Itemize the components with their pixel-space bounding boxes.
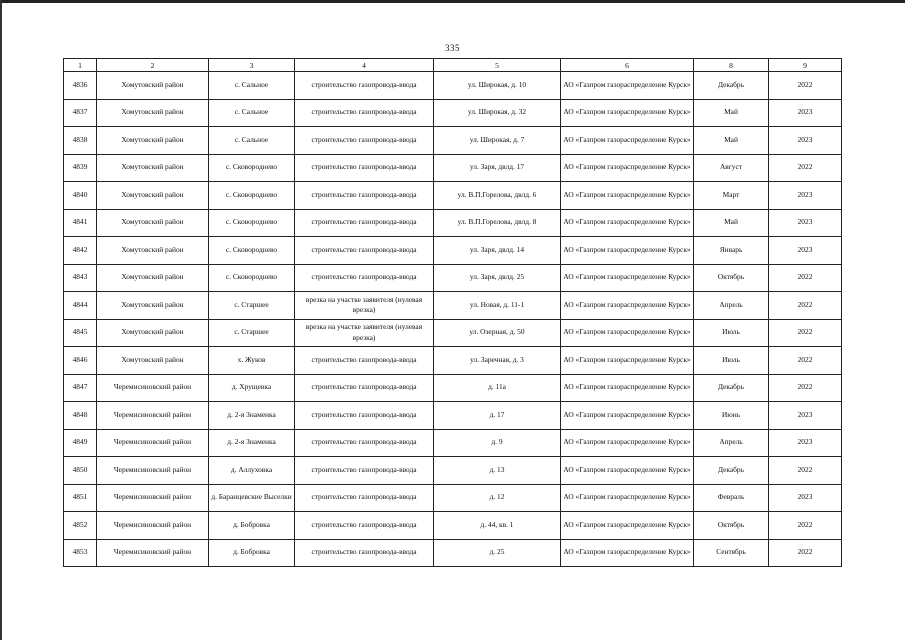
address-cell: д. 17 — [434, 402, 561, 430]
header-col-6: 6 — [561, 59, 694, 72]
organization-cell: АО «Газпром газораспределение Курск» — [561, 99, 694, 127]
row-number-cell: 4846 — [64, 347, 97, 375]
district-cell: Хомутовский район — [97, 209, 209, 237]
row-number-cell: 4843 — [64, 264, 97, 292]
table-row — [64, 237, 842, 265]
address-cell: ул. Широкая, д. 10 — [434, 72, 561, 100]
work-type-cell: врезка на участке заявителя (нулевая врезка) — [295, 292, 434, 320]
organization-cell: АО «Газпром газораспределение Курск» — [561, 484, 694, 512]
district-cell: Черемисиновский район — [97, 429, 209, 457]
organization-cell: АО «Газпром газораспределение Курск» — [561, 292, 694, 320]
table-body — [64, 72, 842, 567]
scan-top-border — [0, 0, 905, 3]
year-cell: 2023 — [769, 237, 842, 265]
work-type-cell: строительство газопровода-ввода — [295, 237, 434, 265]
year-cell: 2022 — [769, 457, 842, 485]
month-cell: Июнь — [694, 402, 769, 430]
district-cell: Черемисиновский район — [97, 374, 209, 402]
month-cell: Сентябрь — [694, 539, 769, 567]
work-type-cell: строительство газопровода-ввода — [295, 402, 434, 430]
row-number-cell: 4851 — [64, 484, 97, 512]
work-type-cell: строительство газопровода-ввода — [295, 127, 434, 155]
table-row — [64, 374, 842, 402]
year-cell: 2022 — [769, 539, 842, 567]
district-cell: Хомутовский район — [97, 264, 209, 292]
scan-left-border — [0, 0, 2, 640]
month-cell: Июль — [694, 347, 769, 375]
settlement-cell: с. Сковороднево — [209, 264, 295, 292]
row-number-cell: 4836 — [64, 72, 97, 100]
row-number-cell: 4853 — [64, 539, 97, 567]
year-cell: 2022 — [769, 264, 842, 292]
address-cell: д. 9 — [434, 429, 561, 457]
district-cell: Хомутовский район — [97, 182, 209, 210]
work-type-cell: строительство газопровода-ввода — [295, 429, 434, 457]
table-row — [64, 264, 842, 292]
work-type-cell: строительство газопровода-ввода — [295, 264, 434, 292]
header-col-9: 9 — [769, 59, 842, 72]
year-cell: 2022 — [769, 347, 842, 375]
header-col-5: 5 — [434, 59, 561, 72]
header-col-2: 2 — [97, 59, 209, 72]
work-type-cell: строительство газопровода-ввода — [295, 99, 434, 127]
month-cell: Октябрь — [694, 512, 769, 540]
address-cell: д. 13 — [434, 457, 561, 485]
month-cell: Февраль — [694, 484, 769, 512]
table-row — [64, 72, 842, 100]
settlement-cell: с. Сковороднево — [209, 182, 295, 210]
table-row — [64, 319, 842, 347]
organization-cell: АО «Газпром газораспределение Курск» — [561, 182, 694, 210]
table-row — [64, 182, 842, 210]
table-row — [64, 539, 842, 567]
district-cell: Хомутовский район — [97, 237, 209, 265]
month-cell: Июль — [694, 319, 769, 347]
work-type-cell: строительство газопровода-ввода — [295, 154, 434, 182]
settlement-cell: с. Сальное — [209, 72, 295, 100]
year-cell: 2023 — [769, 402, 842, 430]
month-cell: Декабрь — [694, 374, 769, 402]
year-cell: 2022 — [769, 72, 842, 100]
settlement-cell: д. 2-я Знаменка — [209, 402, 295, 430]
year-cell: 2022 — [769, 512, 842, 540]
row-number-cell: 4847 — [64, 374, 97, 402]
settlement-cell: д. Аллуховка — [209, 457, 295, 485]
table-row — [64, 457, 842, 485]
settlement-cell: д. Хрущевка — [209, 374, 295, 402]
work-type-cell: строительство газопровода-ввода — [295, 539, 434, 567]
address-cell: ул. Заря, двлд. 14 — [434, 237, 561, 265]
organization-cell: АО «Газпром газораспределение Курск» — [561, 429, 694, 457]
settlement-cell: с. Сальное — [209, 99, 295, 127]
address-cell: д. 12 — [434, 484, 561, 512]
address-cell: ул. Заря, двлд. 17 — [434, 154, 561, 182]
row-number-cell: 4845 — [64, 319, 97, 347]
district-cell: Черемисиновский район — [97, 457, 209, 485]
header-col-1: 1 — [64, 59, 97, 72]
address-cell: ул. Заречная, д. 3 — [434, 347, 561, 375]
row-number-cell: 4844 — [64, 292, 97, 320]
gasification-table — [63, 58, 842, 567]
table-row — [64, 99, 842, 127]
row-number-cell: 4841 — [64, 209, 97, 237]
district-cell: Хомутовский район — [97, 72, 209, 100]
work-type-cell: врезка на участке заявителя (нулевая врезка) — [295, 319, 434, 347]
organization-cell: АО «Газпром газораспределение Курск» — [561, 457, 694, 485]
table-header — [64, 59, 842, 72]
work-type-cell: строительство газопровода-ввода — [295, 182, 434, 210]
year-cell: 2023 — [769, 127, 842, 155]
page-number: 335 — [445, 43, 460, 53]
header-row — [64, 59, 842, 72]
work-type-cell: строительство газопровода-ввода — [295, 72, 434, 100]
month-cell: Май — [694, 127, 769, 155]
address-cell: д. 25 — [434, 539, 561, 567]
address-cell: ул. Новая, д. 11-1 — [434, 292, 561, 320]
row-number-cell: 4837 — [64, 99, 97, 127]
year-cell: 2023 — [769, 209, 842, 237]
table-row — [64, 127, 842, 155]
year-cell: 2023 — [769, 99, 842, 127]
district-cell: Хомутовский район — [97, 319, 209, 347]
district-cell: Хомутовский район — [97, 347, 209, 375]
organization-cell: АО «Газпром газораспределение Курск» — [561, 72, 694, 100]
year-cell: 2022 — [769, 319, 842, 347]
year-cell: 2023 — [769, 484, 842, 512]
district-cell: Хомутовский район — [97, 292, 209, 320]
table-row — [64, 402, 842, 430]
year-cell: 2022 — [769, 374, 842, 402]
address-cell: д. 11а — [434, 374, 561, 402]
row-number-cell: 4849 — [64, 429, 97, 457]
settlement-cell: х. Жуков — [209, 347, 295, 375]
district-cell: Хомутовский район — [97, 154, 209, 182]
month-cell: Декабрь — [694, 457, 769, 485]
organization-cell: АО «Газпром газораспределение Курск» — [561, 512, 694, 540]
month-cell: Март — [694, 182, 769, 210]
year-cell: 2022 — [769, 154, 842, 182]
organization-cell: АО «Газпром газораспределение Курск» — [561, 347, 694, 375]
work-type-cell: строительство газопровода-ввода — [295, 512, 434, 540]
organization-cell: АО «Газпром газораспределение Курск» — [561, 264, 694, 292]
district-cell: Черемисиновский район — [97, 539, 209, 567]
district-cell: Черемисиновский район — [97, 512, 209, 540]
settlement-cell: д. 2-я Знаменка — [209, 429, 295, 457]
month-cell: Декабрь — [694, 72, 769, 100]
month-cell: Август — [694, 154, 769, 182]
year-cell: 2022 — [769, 292, 842, 320]
work-type-cell: строительство газопровода-ввода — [295, 484, 434, 512]
year-cell: 2023 — [769, 182, 842, 210]
work-type-cell: строительство газопровода-ввода — [295, 347, 434, 375]
header-col-8: 8 — [694, 59, 769, 72]
row-number-cell: 4848 — [64, 402, 97, 430]
district-cell: Черемисиновский район — [97, 484, 209, 512]
table-row — [64, 209, 842, 237]
settlement-cell: с. Сковороднево — [209, 209, 295, 237]
table-row — [64, 292, 842, 320]
settlement-cell: д. Баранцевские Выселки — [209, 484, 295, 512]
table-row — [64, 484, 842, 512]
work-type-cell: строительство газопровода-ввода — [295, 457, 434, 485]
settlement-cell: д. Бобровка — [209, 512, 295, 540]
organization-cell: АО «Газпром газораспределение Курск» — [561, 209, 694, 237]
district-cell: Черемисиновский район — [97, 402, 209, 430]
organization-cell: АО «Газпром газораспределение Курск» — [561, 539, 694, 567]
table-row — [64, 512, 842, 540]
row-number-cell: 4842 — [64, 237, 97, 265]
address-cell: ул. Широкая, д. 7 — [434, 127, 561, 155]
table-row — [64, 347, 842, 375]
year-cell: 2023 — [769, 429, 842, 457]
work-type-cell: строительство газопровода-ввода — [295, 374, 434, 402]
row-number-cell: 4840 — [64, 182, 97, 210]
row-number-cell: 4838 — [64, 127, 97, 155]
organization-cell: АО «Газпром газораспределение Курск» — [561, 154, 694, 182]
organization-cell: АО «Газпром газораспределение Курск» — [561, 237, 694, 265]
table-row — [64, 429, 842, 457]
row-number-cell: 4839 — [64, 154, 97, 182]
header-col-4: 4 — [295, 59, 434, 72]
work-type-cell: строительство газопровода-ввода — [295, 209, 434, 237]
month-cell: Октябрь — [694, 264, 769, 292]
settlement-cell: д. Бобровка — [209, 539, 295, 567]
row-number-cell: 4852 — [64, 512, 97, 540]
organization-cell: АО «Газпром газораспределение Курск» — [561, 127, 694, 155]
organization-cell: АО «Газпром газораспределение Курск» — [561, 319, 694, 347]
header-col-3: 3 — [209, 59, 295, 72]
district-cell: Хомутовский район — [97, 99, 209, 127]
table-row — [64, 154, 842, 182]
district-cell: Хомутовский район — [97, 127, 209, 155]
settlement-cell: с. Сковороднево — [209, 154, 295, 182]
address-cell: ул. Широкая, д. 32 — [434, 99, 561, 127]
address-cell: ул. В.П.Горелова, двлд. 8 — [434, 209, 561, 237]
settlement-cell: с. Сковороднево — [209, 237, 295, 265]
organization-cell: АО «Газпром газораспределение Курск» — [561, 374, 694, 402]
address-cell: ул. В.П.Горелова, двлд. 6 — [434, 182, 561, 210]
month-cell: Январь — [694, 237, 769, 265]
month-cell: Май — [694, 99, 769, 127]
address-cell: д. 44, кв. 1 — [434, 512, 561, 540]
row-number-cell: 4850 — [64, 457, 97, 485]
address-cell: ул. Заря, двлд. 25 — [434, 264, 561, 292]
address-cell: ул. Озерная, д. 50 — [434, 319, 561, 347]
organization-cell: АО «Газпром газораспределение Курск» — [561, 402, 694, 430]
month-cell: Апрель — [694, 429, 769, 457]
settlement-cell: с. Сальное — [209, 127, 295, 155]
month-cell: Апрель — [694, 292, 769, 320]
month-cell: Май — [694, 209, 769, 237]
settlement-cell: с. Старшее — [209, 319, 295, 347]
settlement-cell: с. Старшее — [209, 292, 295, 320]
